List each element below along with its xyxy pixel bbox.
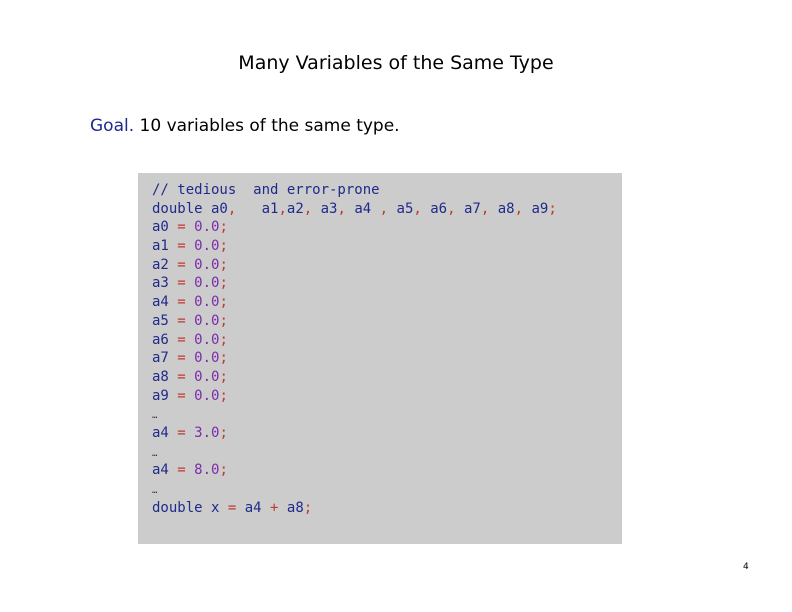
code-token-identifier: a5	[388, 200, 414, 217]
code-token-punct: ,	[337, 200, 346, 217]
code-token-identifier: a9	[523, 200, 549, 217]
code-token-identifier: a3	[312, 200, 338, 217]
code-token-punct: ,	[514, 200, 524, 217]
code-token-punct: =	[168, 294, 195, 311]
code-token-literal: 0.0	[194, 219, 220, 236]
code-token-identifier: a5	[152, 312, 169, 329]
code-token-punct: ;	[219, 275, 228, 292]
code-token-punct: ,	[413, 200, 422, 217]
code-token-identifier: a1	[152, 238, 169, 255]
code-token-identifier: a6	[421, 200, 448, 217]
code-line	[152, 274, 557, 293]
code-token-identifier: x	[202, 499, 220, 516]
code-token-literal: 0.0	[194, 294, 220, 311]
code-token-identifier: a6	[152, 331, 169, 348]
code-token-punct: ,	[447, 200, 456, 217]
code-block	[138, 173, 622, 544]
code-token-literal: 3.0	[194, 424, 220, 441]
code-line	[152, 480, 557, 499]
code-token-punct: ;	[219, 238, 228, 255]
code-token-keyword: double	[152, 200, 203, 217]
code-token-punct: =	[168, 387, 195, 404]
code-token-literal: 0.0	[194, 350, 220, 367]
code-token-literal: 0.0	[194, 368, 220, 385]
code-token-literal: 8.0	[194, 462, 220, 479]
code-token-punct: ;	[219, 368, 228, 385]
code-token-literal: 0.0	[194, 256, 220, 273]
code-token-identifier: a7	[455, 200, 481, 217]
code-line	[152, 312, 557, 331]
code-token-punct: ,	[371, 200, 389, 217]
code-token-punct: ;	[303, 499, 313, 516]
goal-label: Goal.	[90, 116, 135, 136]
code-token-identifier: a3	[152, 275, 169, 292]
code-line	[152, 387, 557, 406]
code-token-literal: 0.0	[194, 331, 220, 348]
code-token-identifier: a2	[286, 200, 304, 217]
code-token-punct: =	[168, 350, 195, 367]
code-listing	[152, 181, 557, 517]
code-token-punct: ;	[219, 350, 228, 367]
code-token-punct: ,	[480, 200, 490, 217]
code-line	[152, 443, 557, 462]
code-token-punct: ,	[303, 200, 313, 217]
code-token-literal: 0.0	[194, 275, 220, 292]
code-token-identifier: a4	[152, 424, 169, 441]
code-token-punct: ;	[219, 331, 228, 348]
ellipsis-marker: …	[152, 486, 158, 496]
goal-statement	[90, 116, 400, 136]
code-token-identifier: a7	[152, 350, 169, 367]
code-token-punct: ;	[219, 387, 228, 404]
code-token-punct: =	[168, 238, 195, 255]
code-line	[152, 461, 557, 480]
page-number: 4	[743, 562, 749, 572]
goal-text: 10 variables of the same type.	[134, 116, 400, 136]
code-token-identifier: a2	[152, 256, 169, 273]
code-line	[152, 331, 557, 350]
code-token-identifier: a4	[244, 499, 262, 516]
code-line	[152, 405, 557, 424]
code-token-identifier: a4	[152, 462, 169, 479]
code-token-punct: ;	[219, 462, 228, 479]
code-line	[152, 218, 557, 237]
code-token-identifier: a1	[236, 200, 279, 217]
code-token-punct: =	[168, 368, 195, 385]
code-token-keyword: double	[152, 499, 203, 516]
code-token-punct: =	[168, 256, 195, 273]
code-token-identifier: a0	[152, 219, 169, 236]
code-line	[152, 424, 557, 443]
code-token-identifier: a8	[152, 368, 169, 385]
code-line	[152, 499, 557, 518]
code-line	[152, 293, 557, 312]
code-token-punct: ,	[227, 200, 237, 217]
code-token-punct: ;	[219, 219, 228, 236]
code-token-identifier: a4	[345, 200, 372, 217]
code-token-punct: =	[168, 331, 195, 348]
code-token-comment: // tedious and error-prone	[152, 182, 380, 198]
code-line	[152, 256, 557, 275]
code-line	[152, 368, 557, 387]
code-token-literal: 0.0	[194, 387, 220, 404]
code-token-identifier: a0	[202, 200, 228, 217]
code-line	[152, 181, 557, 200]
code-token-literal: 0.0	[194, 238, 220, 255]
code-token-punct: =	[168, 424, 195, 441]
ellipsis-marker: …	[152, 448, 158, 459]
code-token-punct: =	[219, 499, 245, 516]
slide-title: Many Variables of the Same Type	[238, 52, 554, 74]
code-token-punct: =	[168, 312, 195, 329]
code-token-punct: =	[168, 219, 195, 236]
code-token-identifier: a9	[152, 387, 169, 404]
code-token-punct: =	[168, 275, 195, 292]
code-token-identifier: a8	[489, 200, 515, 217]
code-token-punct: ;	[219, 424, 228, 441]
code-token-punct: +	[261, 499, 287, 516]
code-line	[152, 200, 557, 219]
code-token-punct: =	[168, 462, 195, 479]
code-token-punct: ;	[548, 200, 557, 217]
code-token-punct: ;	[219, 312, 228, 329]
code-line	[152, 237, 557, 256]
code-token-identifier: a8	[286, 499, 304, 516]
code-token-literal: 0.0	[194, 312, 220, 329]
ellipsis-marker: …	[152, 411, 158, 422]
code-token-identifier: a4	[152, 294, 169, 311]
code-token-punct: ,	[278, 200, 287, 217]
code-token-punct: ;	[219, 294, 228, 311]
code-line	[152, 349, 557, 368]
code-token-punct: ;	[219, 256, 228, 273]
